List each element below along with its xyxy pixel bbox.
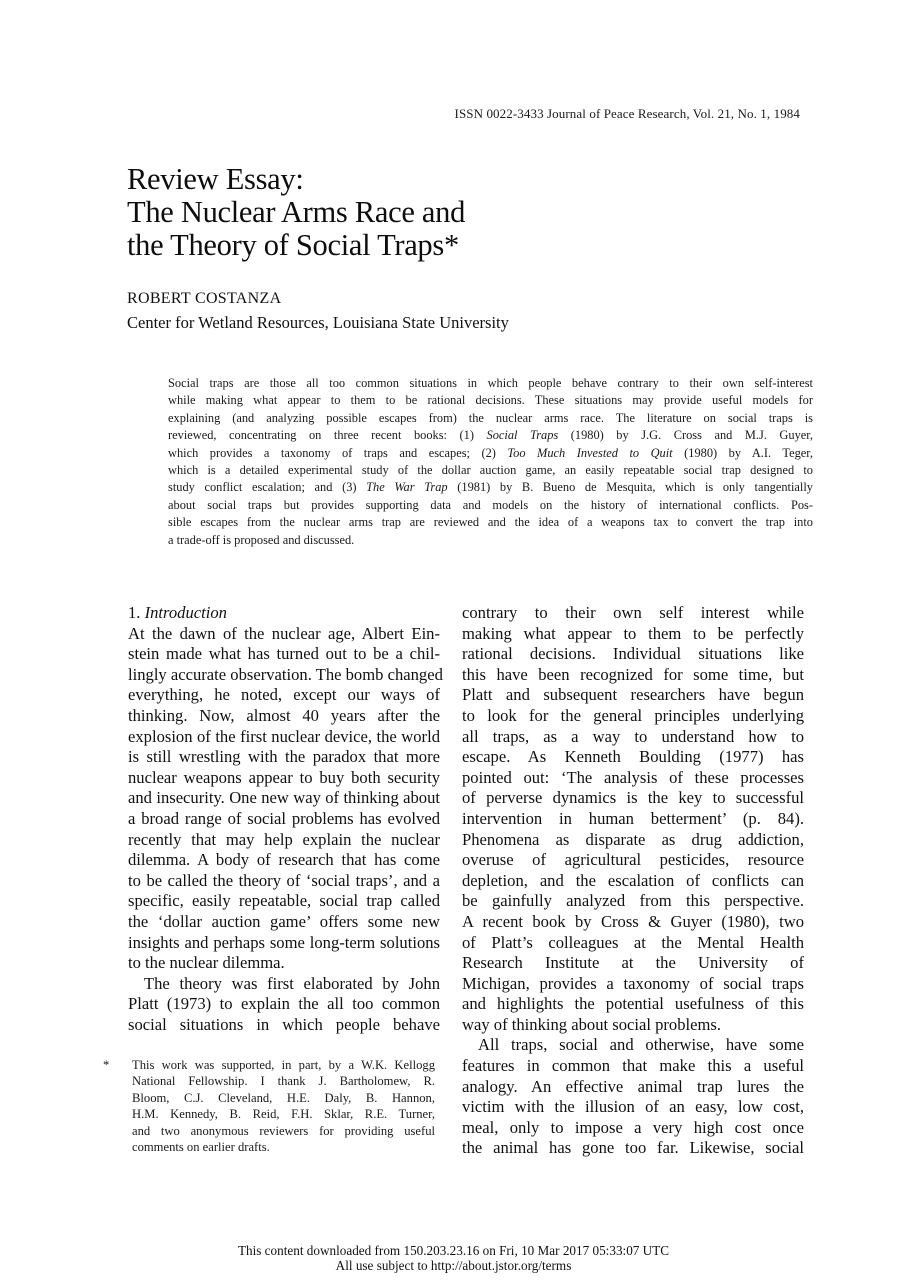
body-line: meal, only to impose a very high cost once bbox=[462, 1117, 804, 1137]
book-title: The War Trap bbox=[366, 480, 448, 495]
footnote-line: comments on earlier drafts. bbox=[132, 1139, 270, 1154]
body-line: escape. As Kenneth Boulding (1977) has bbox=[462, 747, 804, 767]
footnote-text bbox=[132, 1057, 435, 1155]
article-title bbox=[127, 163, 465, 262]
download-notice bbox=[0, 1243, 907, 1273]
abstract-line: Social traps are those all too common situations in which people behave contrary to their own self-interest bbox=[168, 376, 813, 390]
section-heading bbox=[128, 603, 440, 624]
abstract-line: while making what appear to them to be rational decisions. These situations may provide useful models for bbox=[168, 393, 813, 408]
footnote-marker: * bbox=[103, 1058, 110, 1072]
abstract-text: (1980) by J.G. Cross and M.J. Guyer, bbox=[558, 428, 813, 443]
body-column-left bbox=[128, 603, 443, 1035]
body-line: and insecurity. One new way of thinking about bbox=[128, 788, 440, 808]
abstract-line: which is a detailed experimental study of the dollar auction game, an easily repeatable social trap designed to bbox=[168, 462, 813, 477]
body-line: everything, he noted, except our ways of bbox=[128, 685, 440, 705]
body-line: specific, easily repeatable, social trap called bbox=[128, 891, 440, 911]
body-line: stein made what has turned out to be a chil- bbox=[128, 644, 440, 664]
footnote-line: Bloom, C.J. Cleveland, H.E. Daly, B. Hannon, bbox=[132, 1090, 435, 1105]
body-line: All traps, social and otherwise, have some bbox=[478, 1035, 804, 1055]
abstract-line bbox=[168, 479, 813, 496]
body-line: be gainfully analyzed from this perspective. bbox=[462, 891, 804, 911]
footnote-line: This work was supported, in part, by a W.K. Kellogg bbox=[132, 1058, 435, 1072]
footnote-line: and two anonymous reviewers for providing useful bbox=[132, 1123, 435, 1138]
title-line: Review Essay: bbox=[127, 162, 304, 196]
body-line: insights and perhaps some long-term solutions bbox=[128, 932, 440, 952]
body-line: the ‘dollar auction game’ offers some new bbox=[128, 911, 440, 931]
author-name: ROBERT COSTANZA bbox=[127, 290, 282, 307]
journal-citation: ISSN 0022-3433 Journal of Peace Research, Vol. 21, No. 1, 1984 bbox=[454, 106, 800, 121]
body-line: contrary to their own self interest while bbox=[462, 603, 804, 622]
body-line: is still wrestling with the paradox that more bbox=[128, 747, 440, 767]
body-line: depletion, and the escalation of conflicts can bbox=[462, 870, 804, 890]
body-line: dilemma. A body of research that has come bbox=[128, 850, 440, 870]
author-affiliation: Center for Wetland Resources, Louisiana State University bbox=[127, 313, 509, 332]
body-line: rational decisions. Individual situations like bbox=[462, 644, 804, 664]
abstract-line bbox=[168, 427, 813, 444]
abstract-text: study conflict escalation; and (3) bbox=[168, 480, 367, 495]
body-line: explosion of the first nuclear device, the world bbox=[128, 726, 440, 746]
body-line: The theory was first elaborated by John bbox=[144, 973, 440, 993]
body-line: features in common that make this a useful bbox=[462, 1056, 804, 1076]
body-line: A recent book by Cross & Guyer (1980), two bbox=[462, 911, 804, 931]
body-line: pointed out: ‘The analysis of these processes bbox=[462, 767, 804, 787]
body-line: Phenomena as disparate as drug addiction, bbox=[462, 829, 804, 849]
body-line: of perverse dynamics is the key to successful bbox=[462, 788, 804, 808]
abstract-line: sible escapes from the nuclear arms trap are reviewed and the idea of a weapons tax to convert the trap into bbox=[168, 515, 813, 530]
section-number: 1. bbox=[128, 603, 145, 622]
abstract-text: (1980) by A.I. Teger, bbox=[672, 445, 813, 460]
abstract-text: (1981) by B. Bueno de Mesquita, which is only tangentially bbox=[447, 480, 813, 495]
body-line: this have been recognized for some time, but bbox=[462, 664, 804, 684]
body-line: nuclear weapons appear to buy both security bbox=[128, 767, 440, 787]
book-title: Social Traps bbox=[486, 428, 559, 443]
download-info: This content downloaded from 150.203.23.16 on Fri, 10 Mar 2017 05:33:07 UTC bbox=[237, 1243, 670, 1258]
body-line: social situations in which people behave bbox=[128, 1014, 440, 1034]
body-line: Platt and subsequent researchers have begun bbox=[462, 685, 804, 705]
body-line: making what appear to them to be perfectly bbox=[462, 623, 804, 643]
footnote-line: H.M. Kennedy, B. Reid, F.H. Sklar, R.E. Turner, bbox=[132, 1107, 435, 1122]
body-line: the animal has gone too far. Likewise, social bbox=[462, 1138, 804, 1158]
body-line: all traps, as a way to understand how to bbox=[462, 726, 804, 746]
body-line: to the nuclear dilemma. bbox=[128, 953, 285, 973]
abstract-text: which provides a taxonomy of traps and escapes; (2) bbox=[168, 445, 508, 460]
body-line: to look for the general principles underlying bbox=[462, 705, 804, 725]
abstract-line: about social traps but provides supporting data and models on the history of international conflicts. Pos- bbox=[168, 497, 813, 512]
body-line: of Platt’s colleagues at the Mental Health bbox=[462, 932, 804, 952]
abstract-line: a trade-off is proposed and discussed. bbox=[168, 532, 355, 547]
body-line: Research Institute at the University of bbox=[462, 953, 804, 973]
footnote-line: National Fellowship. I thank J. Bartholomew, R. bbox=[132, 1074, 435, 1089]
title-line: The Nuclear Arms Race and bbox=[127, 195, 466, 229]
body-line: analogy. An effective animal trap lures the bbox=[462, 1076, 804, 1096]
body-line: Platt (1973) to explain the all too common bbox=[128, 994, 440, 1014]
abstract-line bbox=[168, 445, 813, 462]
body-line: overuse of agricultural pesticides, resource bbox=[462, 850, 804, 870]
abstract-line: explaining (and analyzing possible escapes from) the nuclear arms race. The literature on social traps is bbox=[168, 410, 813, 425]
body-line: to be called the theory of ‘social traps’, and a bbox=[128, 870, 440, 890]
book-title: Too Much Invested to Quit bbox=[507, 445, 673, 460]
terms-link[interactable]: All use subject to http://about.jstor.org/terms bbox=[335, 1258, 572, 1273]
body-line: At the dawn of the nuclear age, Albert Ein- bbox=[128, 623, 440, 643]
body-line: lingly accurate observation. The bomb changed bbox=[128, 664, 443, 684]
abstract bbox=[168, 375, 813, 549]
body-line: thinking. Now, almost 40 years after the bbox=[128, 705, 440, 725]
body-line: Michigan, provides a taxonomy of social traps bbox=[462, 973, 804, 993]
body-column-right bbox=[462, 603, 804, 1159]
body-line: victim with the illusion of an easy, low cost, bbox=[462, 1097, 804, 1117]
abstract-text: reviewed, concentrating on three recent books: (1) bbox=[168, 428, 487, 443]
body-line: and highlights the potential usefulness of this bbox=[462, 994, 804, 1014]
title-line: the Theory of Social Traps* bbox=[127, 228, 459, 262]
body-line: a broad range of social problems has evolved bbox=[128, 808, 440, 828]
section-title: Introduction bbox=[144, 603, 227, 622]
body-line: intervention in human betterment’ (p. 84). bbox=[462, 808, 804, 828]
body-line: way of thinking about social problems. bbox=[462, 1014, 722, 1034]
body-line: recently that may help explain the nuclear bbox=[128, 829, 440, 849]
